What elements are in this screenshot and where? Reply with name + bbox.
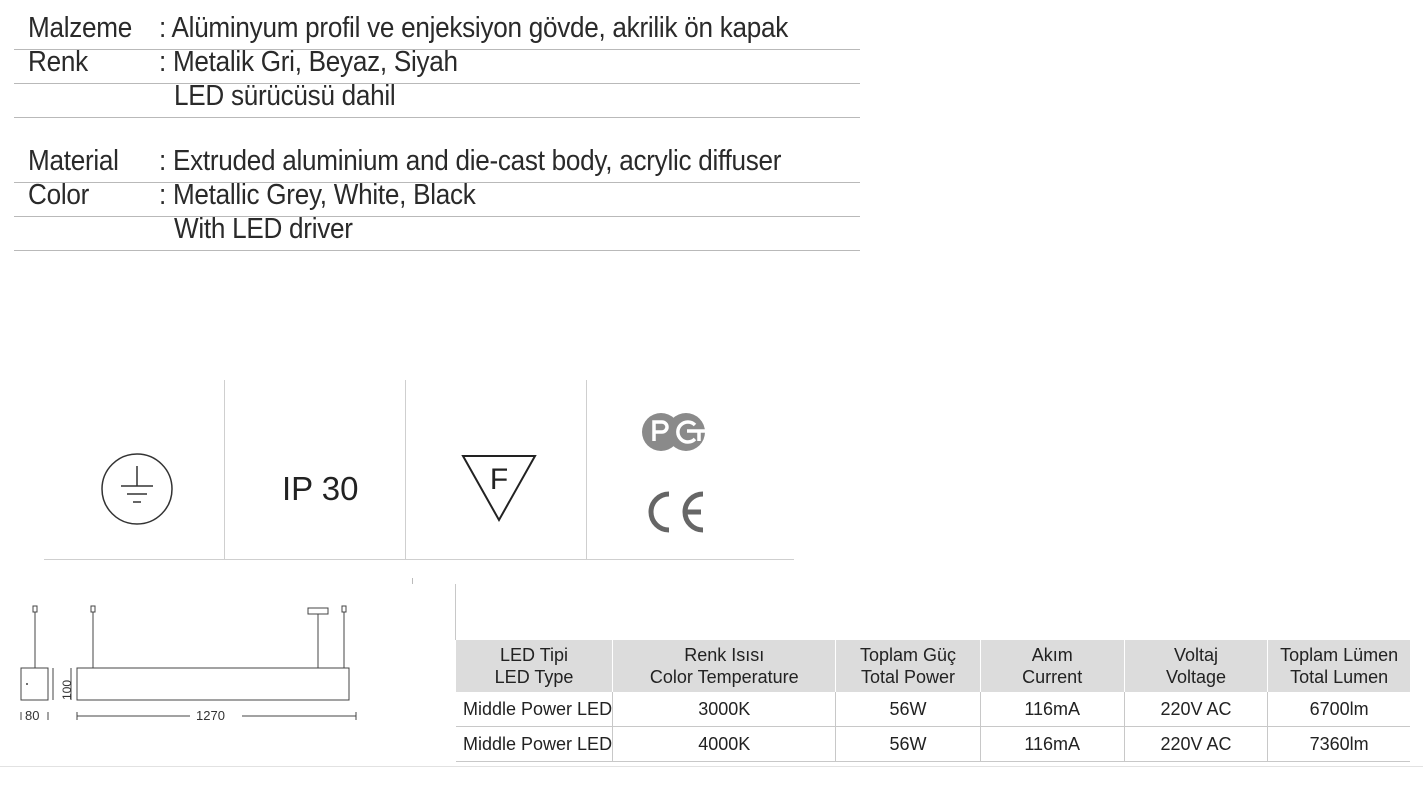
earth-ground-icon [100, 452, 174, 526]
divider [224, 380, 225, 560]
spec-value: : Extruded aluminium and die-cast body, acrylic diffuser [159, 145, 782, 177]
pct-mark-icon [641, 407, 713, 457]
spec-row-color-tr [14, 46, 860, 84]
spec-value: : Alüminyum profil ve enjeksiyon gövde, akrilik ön kapak [159, 12, 789, 44]
header-en: Voltage [1165, 667, 1227, 687]
table-cell: Middle Power LED [456, 692, 613, 727]
spec-label: Material [28, 145, 119, 177]
header-tr: LED Tipi [500, 645, 569, 665]
header-en: Total Lumen [1290, 667, 1389, 687]
divider [44, 559, 794, 560]
table-cell: 4000K [613, 727, 836, 762]
table-cell: Middle Power LED [456, 727, 613, 762]
table-header-row [456, 640, 1410, 692]
divider [405, 380, 406, 560]
column-header-color-temperature [613, 640, 836, 692]
table-cell: 116mA [980, 727, 1124, 762]
spec-row-driver-tr [14, 80, 860, 118]
spec-block-english [14, 145, 860, 251]
spec-block-turkish [14, 12, 860, 118]
header-tr: Renk Isısı [684, 645, 765, 665]
table-cell: 6700lm [1268, 692, 1410, 727]
spec-label: Renk [28, 46, 88, 78]
dimension-width: 80 [25, 708, 40, 723]
header-en: LED Type [494, 667, 574, 687]
header-en: Total Power [860, 667, 956, 687]
spec-label: Color [28, 179, 90, 211]
table-cell: 220V AC [1124, 727, 1267, 762]
spec-row-material-en [14, 145, 860, 183]
header-tr: Toplam Lümen [1280, 645, 1399, 665]
divider [0, 766, 1423, 767]
column-header-led-type [456, 640, 613, 692]
dimension-length: 1270 [196, 708, 225, 723]
table-cell: 220V AC [1124, 692, 1267, 727]
divider [455, 584, 456, 640]
table-cell: 56W [836, 727, 980, 762]
header-en: Current [1022, 667, 1083, 687]
table-cell: 7360lm [1268, 727, 1410, 762]
table-row [456, 727, 1410, 762]
column-header-current [980, 640, 1124, 692]
spec-row-color-en [14, 179, 860, 217]
header-tr: Akım [1031, 645, 1073, 665]
table-cell: 116mA [980, 692, 1124, 727]
spec-value: : Metalik Gri, Beyaz, Siyah [159, 46, 458, 78]
header-tr: Toplam Güç [859, 645, 957, 665]
spec-value: LED sürücüsü dahil [174, 80, 396, 112]
spec-label: Malzeme [28, 12, 132, 44]
column-header-total-power [836, 640, 980, 692]
spec-value: : Metallic Grey, White, Black [159, 179, 476, 211]
ce-mark-icon [645, 490, 707, 534]
spec-row-material-tr [14, 12, 860, 50]
dimension-height: 100 [60, 679, 74, 700]
spec-row-driver-en [14, 213, 860, 251]
table-cell: 56W [836, 692, 980, 727]
column-header-voltage [1124, 640, 1267, 692]
product-dimension-drawing [14, 602, 364, 727]
divider [412, 578, 413, 584]
header-tr: Voltaj [1174, 645, 1219, 665]
led-spec-table [456, 640, 1410, 762]
f-mark-icon [460, 453, 538, 523]
spec-value: With LED driver [174, 213, 353, 245]
table-row [456, 692, 1410, 727]
table-cell: 3000K [613, 692, 836, 727]
f-mark-letter: F [489, 463, 509, 496]
header-en: Color Temperature [649, 667, 799, 687]
ip-rating: IP 30 [282, 470, 359, 507]
divider [586, 380, 587, 560]
column-header-total-lumen [1268, 640, 1410, 692]
